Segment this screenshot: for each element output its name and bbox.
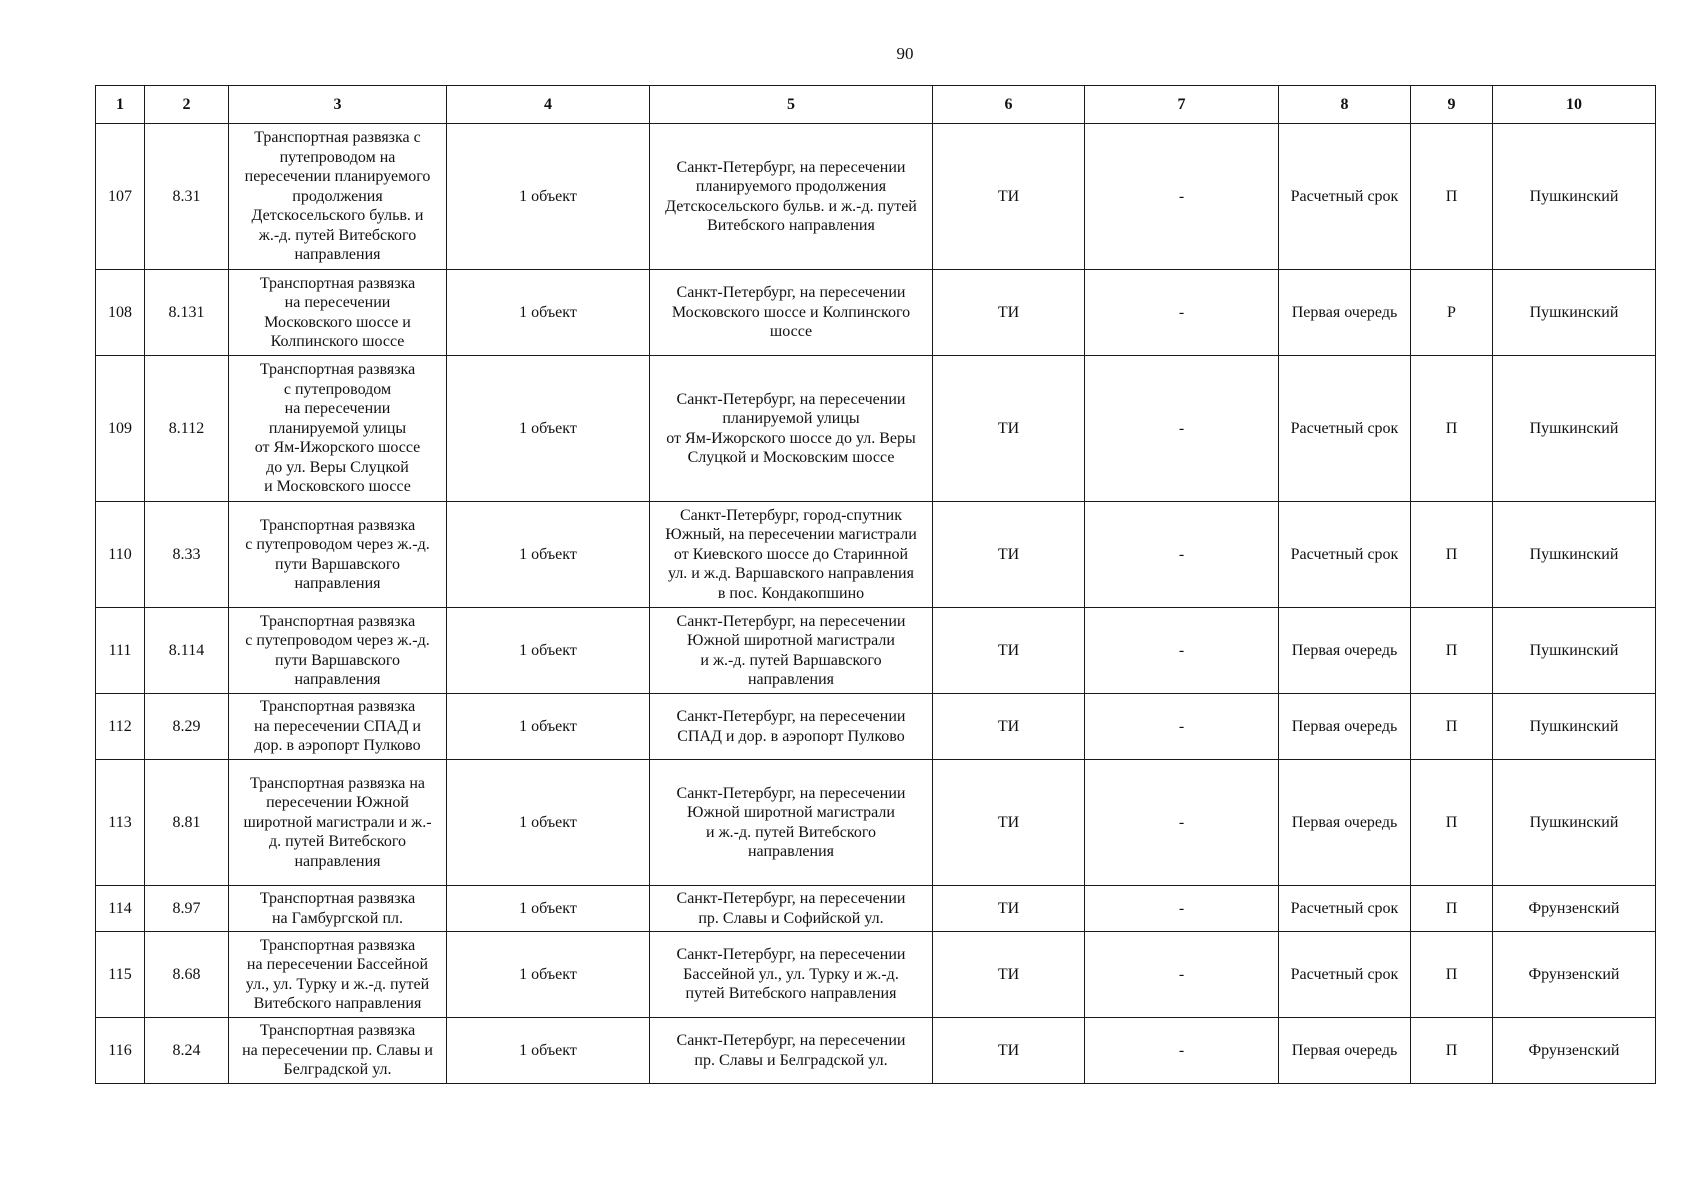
object-code-text: 8.29: [172, 717, 201, 735]
object-name: [229, 270, 447, 356]
district-name: [1493, 886, 1656, 932]
column-7-value-text: -: [1178, 187, 1185, 205]
object-type: [933, 502, 1085, 608]
object-location: [650, 608, 933, 694]
object-status-text: П: [1445, 419, 1458, 437]
column-header: 1: [96, 86, 145, 124]
implementation-term-text: Расчетный срок: [1290, 899, 1399, 917]
object-type: [933, 124, 1085, 270]
object-status-text: П: [1445, 641, 1458, 659]
implementation-term: [1279, 760, 1411, 886]
row-number: [96, 932, 145, 1018]
column-header: 10: [1493, 86, 1656, 124]
district-name: [1493, 1018, 1656, 1084]
column-7-value: [1085, 694, 1279, 760]
district-name-text: Пушкинский: [1529, 813, 1619, 831]
district-name-text: Фрунзенский: [1528, 1041, 1620, 1059]
row-number-text: 115: [108, 965, 132, 983]
object-code-text: 8.33: [172, 545, 201, 563]
object-type-text: ТИ: [997, 545, 1020, 563]
object-location: [650, 356, 933, 502]
object-name-text: Транспортная развязка на пересечении Южной широтной магистрали и ж.- д. путей Витебского направления: [243, 774, 432, 870]
table-row: [96, 502, 1656, 608]
table-row: [96, 1018, 1656, 1084]
district-name: [1493, 608, 1656, 694]
object-name: [229, 124, 447, 270]
object-status-text: П: [1445, 1041, 1458, 1059]
row-number-text: 108: [108, 303, 132, 321]
object-code: [145, 356, 229, 502]
implementation-term-text: Расчетный срок: [1290, 965, 1399, 983]
object-code: [145, 760, 229, 886]
object-status: [1411, 1018, 1493, 1084]
object-location: [650, 124, 933, 270]
object-status-text: П: [1445, 899, 1458, 917]
column-7-value-text: -: [1178, 965, 1185, 983]
object-quantity-text: 1 объект: [519, 965, 577, 983]
object-quantity: [447, 270, 650, 356]
object-status: [1411, 932, 1493, 1018]
object-quantity-text: 1 объект: [519, 717, 577, 735]
column-header: 4: [447, 86, 650, 124]
object-code: [145, 502, 229, 608]
column-7-value-text: -: [1178, 1041, 1185, 1059]
object-name-text: Транспортная развязка на пересечении Московского шоссе и Колпинского шоссе: [259, 274, 416, 350]
object-status: [1411, 760, 1493, 886]
object-type-text: ТИ: [997, 419, 1020, 437]
object-quantity: [447, 886, 650, 932]
object-location-text: Санкт-Петербург, на пересечении Южной широтной магистрали и ж.-д. путей Витебского направления: [676, 784, 906, 860]
object-name: [229, 356, 447, 502]
table-row: [96, 886, 1656, 932]
object-name-text: Транспортная развязка с путепроводом на пересечении планируемого продолжения Детскосельского бульв. и ж.-д. путей Витебского направления: [244, 129, 431, 264]
object-quantity: [447, 124, 650, 270]
object-type-text: ТИ: [997, 899, 1020, 917]
column-7-value: [1085, 608, 1279, 694]
object-quantity: [447, 502, 650, 608]
column-header: 2: [145, 86, 229, 124]
column-7-value: [1085, 270, 1279, 356]
table-row: [96, 932, 1656, 1018]
column-7-value: [1085, 760, 1279, 886]
object-status-text: П: [1445, 813, 1458, 831]
row-number-text: 112: [108, 717, 132, 735]
object-quantity-text: 1 объект: [519, 187, 577, 205]
column-7-value-text: -: [1178, 813, 1185, 831]
object-status: [1411, 270, 1493, 356]
row-number-text: 110: [108, 545, 132, 563]
object-quantity: [447, 356, 650, 502]
object-quantity: [447, 760, 650, 886]
table-row: [96, 270, 1656, 356]
objects-table: [95, 85, 1656, 1084]
object-quantity: [447, 932, 650, 1018]
column-header: 6: [933, 86, 1085, 124]
object-code-text: 8.68: [172, 965, 201, 983]
row-number: [96, 124, 145, 270]
object-location-text: Санкт-Петербург, на пересечении Южной широтной магистрали и ж.-д. путей Варшавского направления: [676, 612, 906, 688]
page-number: 90: [896, 44, 914, 63]
column-7-value-text: -: [1178, 545, 1185, 563]
row-number: [96, 1018, 145, 1084]
implementation-term-text: Расчетный срок: [1290, 419, 1399, 437]
object-code: [145, 124, 229, 270]
object-name: [229, 694, 447, 760]
row-number: [96, 270, 145, 356]
column-7-value-text: -: [1178, 303, 1185, 321]
column-header: 9: [1411, 86, 1493, 124]
object-type-text: ТИ: [997, 303, 1020, 321]
object-location-text: Санкт-Петербург, на пересечении пр. Славы и Софийской ул.: [676, 890, 906, 927]
table-body: [96, 124, 1656, 1084]
object-type: [933, 694, 1085, 760]
object-code: [145, 932, 229, 1018]
object-name-text: Транспортная развязка с путепроводом на пересечении планируемой улицы от Ям-Ижорского шоссе до ул. Веры Слуцкой и Московского шоссе: [254, 361, 421, 496]
object-name: [229, 608, 447, 694]
row-number: [96, 694, 145, 760]
district-name-text: Пушкинский: [1529, 187, 1619, 205]
object-type-text: ТИ: [997, 1041, 1020, 1059]
object-status: [1411, 886, 1493, 932]
object-quantity-text: 1 объект: [519, 1041, 577, 1059]
implementation-term: [1279, 356, 1411, 502]
object-type: [933, 608, 1085, 694]
row-number: [96, 760, 145, 886]
object-location-text: Санкт-Петербург, на пересечении пр. Славы и Белградской ул.: [676, 1032, 906, 1069]
column-7-value-text: -: [1178, 899, 1185, 917]
object-status-text: П: [1445, 717, 1458, 735]
column-7-value: [1085, 502, 1279, 608]
table-header-row: [96, 86, 1656, 124]
column-7-value: [1085, 932, 1279, 1018]
object-location-text: Санкт-Петербург, на пересечении СПАД и дор. в аэропорт Пулково: [676, 708, 906, 745]
object-quantity-text: 1 объект: [519, 813, 577, 831]
column-7-value-text: -: [1178, 419, 1185, 437]
column-header: 8: [1279, 86, 1411, 124]
object-name: [229, 502, 447, 608]
district-name-text: Пушкинский: [1529, 419, 1619, 437]
row-number: [96, 608, 145, 694]
object-name-text: Транспортная развязка с путепроводом через ж.-д. пути Варшавского направления: [245, 612, 430, 688]
object-quantity: [447, 694, 650, 760]
object-type: [933, 1018, 1085, 1084]
object-status: [1411, 694, 1493, 760]
object-type-text: ТИ: [997, 717, 1020, 735]
object-name: [229, 760, 447, 886]
object-name-text: Транспортная развязка на пересечении пр. Славы и Белградской ул.: [242, 1022, 433, 1079]
implementation-term: [1279, 694, 1411, 760]
object-status-text: П: [1445, 965, 1458, 983]
object-type-text: ТИ: [997, 813, 1020, 831]
table-row: [96, 356, 1656, 502]
column-7-value-text: -: [1178, 717, 1185, 735]
district-name-text: Фрунзенский: [1528, 965, 1620, 983]
object-location: [650, 886, 933, 932]
object-code: [145, 694, 229, 760]
object-status: [1411, 356, 1493, 502]
row-number: [96, 356, 145, 502]
object-location: [650, 932, 933, 1018]
object-quantity-text: 1 объект: [519, 419, 577, 437]
district-name: [1493, 694, 1656, 760]
object-type: [933, 270, 1085, 356]
district-name: [1493, 270, 1656, 356]
object-type-text: ТИ: [997, 641, 1020, 659]
implementation-term: [1279, 502, 1411, 608]
object-location-text: Санкт-Петербург, на пересечении планируемого продолжения Детскосельского бульв. и ж.-д. путей Витебского направления: [665, 158, 917, 234]
object-status: [1411, 502, 1493, 608]
district-name-text: Пушкинский: [1529, 717, 1619, 735]
object-location: [650, 502, 933, 608]
object-code: [145, 886, 229, 932]
object-type-text: ТИ: [997, 187, 1020, 205]
object-code-text: 8.31: [172, 187, 201, 205]
table-row: [96, 694, 1656, 760]
column-header: 5: [650, 86, 933, 124]
column-7-value-text: -: [1178, 641, 1185, 659]
table-row: [96, 124, 1656, 270]
implementation-term-text: Первая очередь: [1291, 717, 1398, 735]
object-type-text: ТИ: [997, 965, 1020, 983]
implementation-term-text: Первая очередь: [1291, 1041, 1398, 1059]
object-code-text: 8.97: [172, 899, 201, 917]
object-type: [933, 356, 1085, 502]
district-name: [1493, 932, 1656, 1018]
district-name-text: Фрунзенский: [1528, 899, 1620, 917]
object-location: [650, 760, 933, 886]
object-code-text: 8.112: [168, 419, 205, 437]
object-location-text: Санкт-Петербург, город-спутник Южный, на пересечении магистрали от Киевского шоссе до Старинной ул. и ж.д. Варшавского направления в пос. Кондакопшино: [665, 506, 917, 602]
object-location: [650, 694, 933, 760]
object-code-text: 8.24: [172, 1041, 201, 1059]
object-name-text: Транспортная развязка на пересечении Бассейной ул., ул. Турку и ж.-д. путей Витебского направления: [245, 936, 430, 1012]
object-quantity-text: 1 объект: [519, 641, 577, 659]
implementation-term-text: Расчетный срок: [1290, 187, 1399, 205]
object-name-text: Транспортная развязка на Гамбургской пл.: [259, 890, 416, 927]
column-7-value: [1085, 124, 1279, 270]
implementation-term: [1279, 608, 1411, 694]
row-number-text: 107: [108, 187, 132, 205]
object-name: [229, 932, 447, 1018]
object-code-text: 8.114: [168, 641, 205, 659]
object-quantity: [447, 608, 650, 694]
object-location: [650, 270, 933, 356]
object-type: [933, 760, 1085, 886]
object-status-text: П: [1445, 545, 1458, 563]
object-status: [1411, 608, 1493, 694]
district-name: [1493, 502, 1656, 608]
object-name: [229, 1018, 447, 1084]
implementation-term: [1279, 1018, 1411, 1084]
column-7-value: [1085, 1018, 1279, 1084]
implementation-term-text: Первая очередь: [1291, 641, 1398, 659]
row-number-text: 116: [108, 1041, 132, 1059]
object-quantity-text: 1 объект: [519, 303, 577, 321]
object-type: [933, 932, 1085, 1018]
object-code: [145, 1018, 229, 1084]
implementation-term: [1279, 932, 1411, 1018]
object-status: [1411, 124, 1493, 270]
table-row: [96, 608, 1656, 694]
column-7-value: [1085, 356, 1279, 502]
district-name: [1493, 124, 1656, 270]
object-code: [145, 608, 229, 694]
table-row: [96, 760, 1656, 886]
column-7-value: [1085, 886, 1279, 932]
object-code-text: 8.131: [168, 303, 205, 321]
object-location: [650, 1018, 933, 1084]
object-quantity-text: 1 объект: [519, 899, 577, 917]
object-name: [229, 886, 447, 932]
district-name-text: Пушкинский: [1529, 641, 1619, 659]
object-code-text: 8.81: [172, 813, 201, 831]
row-number-text: 114: [108, 899, 132, 917]
object-location-text: Санкт-Петербург, на пересечении Московского шоссе и Колпинского шоссе: [671, 284, 911, 341]
object-name-text: Транспортная развязка на пересечении СПАД и дор. в аэропорт Пулково: [254, 698, 421, 755]
row-number-text: 113: [108, 813, 132, 831]
object-location-text: Санкт-Петербург, на пересечении планируемой улицы от Ям-Ижорского шоссе до ул. Веры Слуцкой и Московским шоссе: [666, 390, 916, 466]
district-name-text: Пушкинский: [1529, 303, 1619, 321]
implementation-term: [1279, 124, 1411, 270]
implementation-term-text: Первая очередь: [1291, 813, 1398, 831]
implementation-term: [1279, 270, 1411, 356]
object-quantity-text: 1 объект: [519, 545, 577, 563]
district-name-text: Пушкинский: [1529, 545, 1619, 563]
row-number-text: 111: [108, 641, 132, 659]
implementation-term: [1279, 886, 1411, 932]
implementation-term-text: Расчетный срок: [1290, 545, 1399, 563]
object-status-text: П: [1445, 187, 1458, 205]
object-name-text: Транспортная развязка с путепроводом через ж.-д. пути Варшавского направления: [245, 516, 430, 592]
implementation-term-text: Первая очередь: [1291, 303, 1398, 321]
object-code: [145, 270, 229, 356]
column-header: 3: [229, 86, 447, 124]
district-name: [1493, 760, 1656, 886]
object-status-text: Р: [1447, 303, 1456, 321]
object-type: [933, 886, 1085, 932]
object-quantity: [447, 1018, 650, 1084]
district-name: [1493, 356, 1656, 502]
row-number-text: 109: [108, 419, 132, 437]
row-number: [96, 886, 145, 932]
column-header: 7: [1085, 86, 1279, 124]
object-location-text: Санкт-Петербург, на пересечении Бассейной ул., ул. Турку и ж.-д. путей Витебского направления: [676, 946, 906, 1003]
row-number: [96, 502, 145, 608]
